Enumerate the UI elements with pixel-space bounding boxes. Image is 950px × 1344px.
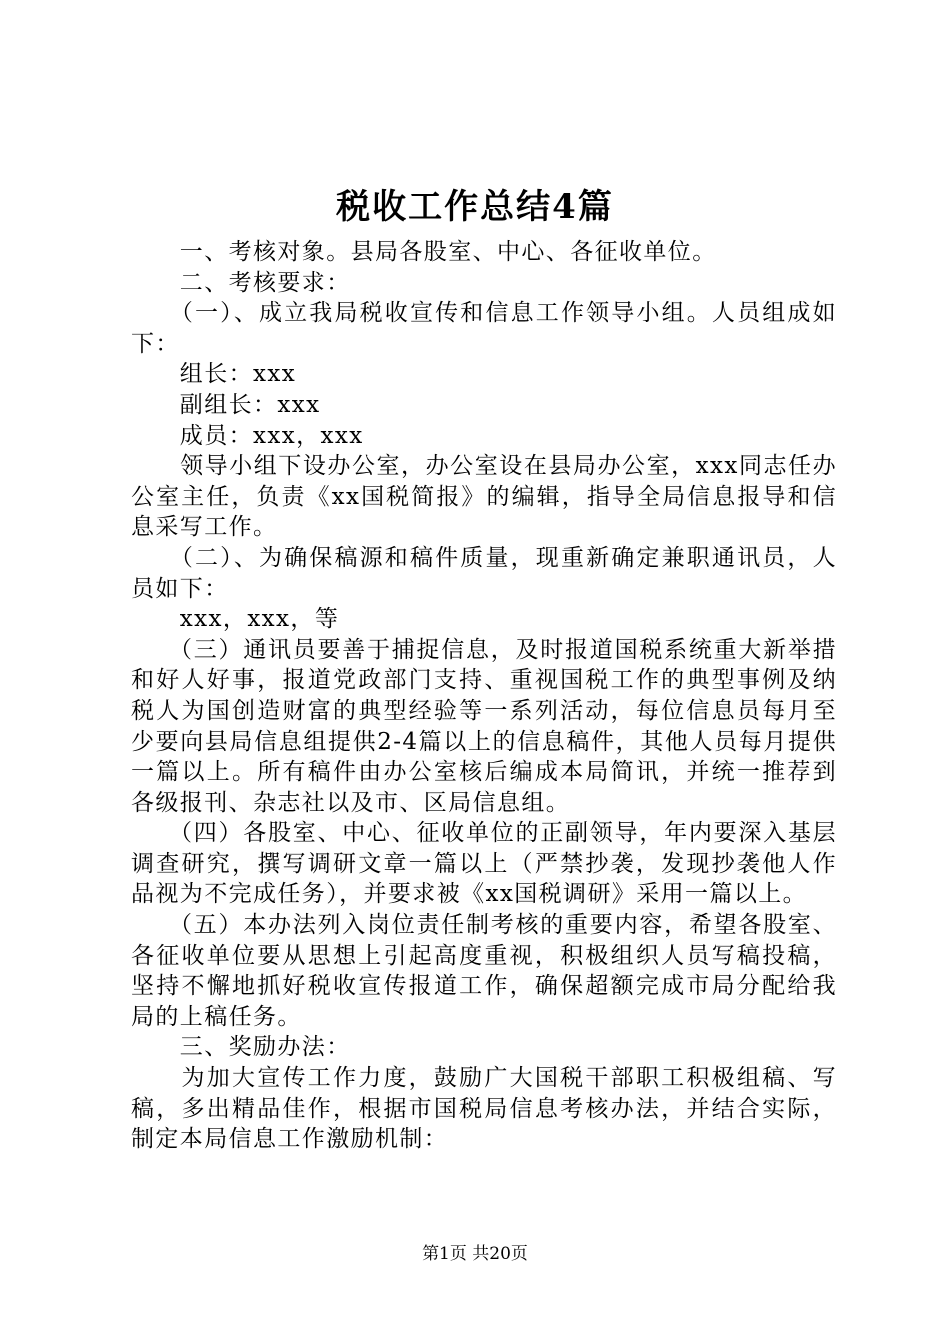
- paragraph-office: 领导小组下设办公室，办公室设在县局办公室，xxx同志任办公室主任，负责《xx国税简报》的编辑，指导全局信息报导和信息采写工作。: [131, 453, 837, 541]
- page-number-footer: 第1页 共20页: [422, 1244, 528, 1264]
- paragraph-item-2: （二）、为确保稿源和稿件质量，现重新确定兼职通讯员，人员如下：: [131, 544, 837, 602]
- paragraph-item-5: （五）本办法列入岗位责任制考核的重要内容，希望各股室、各征收单位要从思想上引起高度重视，积极组织人员写稿投稿，坚持不懈地抓好税收宣传报道工作，确保超额完成市局分配给我局的上稿任务。: [131, 912, 837, 1030]
- document-body: [131, 237, 837, 1155]
- paragraph-item-4: （四）各股室、中心、征收单位的正副领导，年内要深入基层调查研究，撰写调研文章一篇以上（严禁抄袭，发现抄袭他人作品视为不完成任务），并要求被《xx国税调研》采用一篇以上。: [131, 820, 837, 908]
- document-title: 税收工作总结4篇: [336, 187, 614, 227]
- paragraph-group-leader: 组长：xxx: [131, 361, 297, 388]
- paragraph-incentive: 为加大宣传工作力度，鼓励广大国税干部职工积极组稿、写稿，多出精品佳作，根据市国税局信息考核办法，并结合实际，制定本局信息工作激励机制：: [131, 1065, 837, 1153]
- paragraph-assessment-target: 一、考核对象。县局各股室、中心、各征收单位。: [131, 239, 717, 265]
- paragraph-item-3: （三）通讯员要善于捕捉信息，及时报道国税系统重大新举措和好人好事，报道党政部门支持、重视国税工作的典型事例及纳税人为国创造财富的典型经验等一系列活动，每位信息员每月至少要向县局信息组提供2-4篇以上的信息稿件，其他人员每月提供一篇以上。所有稿件由办公室核后编成本局简讯，并统一推荐到各级报刊、杂志社以及市、区局信息组。: [131, 636, 837, 816]
- paragraph-members: 成员：xxx，xxx: [131, 422, 364, 449]
- paragraph-item-1: （一）、成立我局税收宣传和信息工作领导小组。人员组成如下：: [131, 300, 837, 357]
- paragraph-reward-methods: 三、奖励办法：: [131, 1034, 351, 1061]
- paragraph-correspondents: xxx，xxx，等: [131, 606, 340, 633]
- paragraph-deputy-leader: 副组长：xxx: [131, 391, 321, 418]
- paragraph-assessment-requirements: 二、考核要求：: [131, 269, 351, 296]
